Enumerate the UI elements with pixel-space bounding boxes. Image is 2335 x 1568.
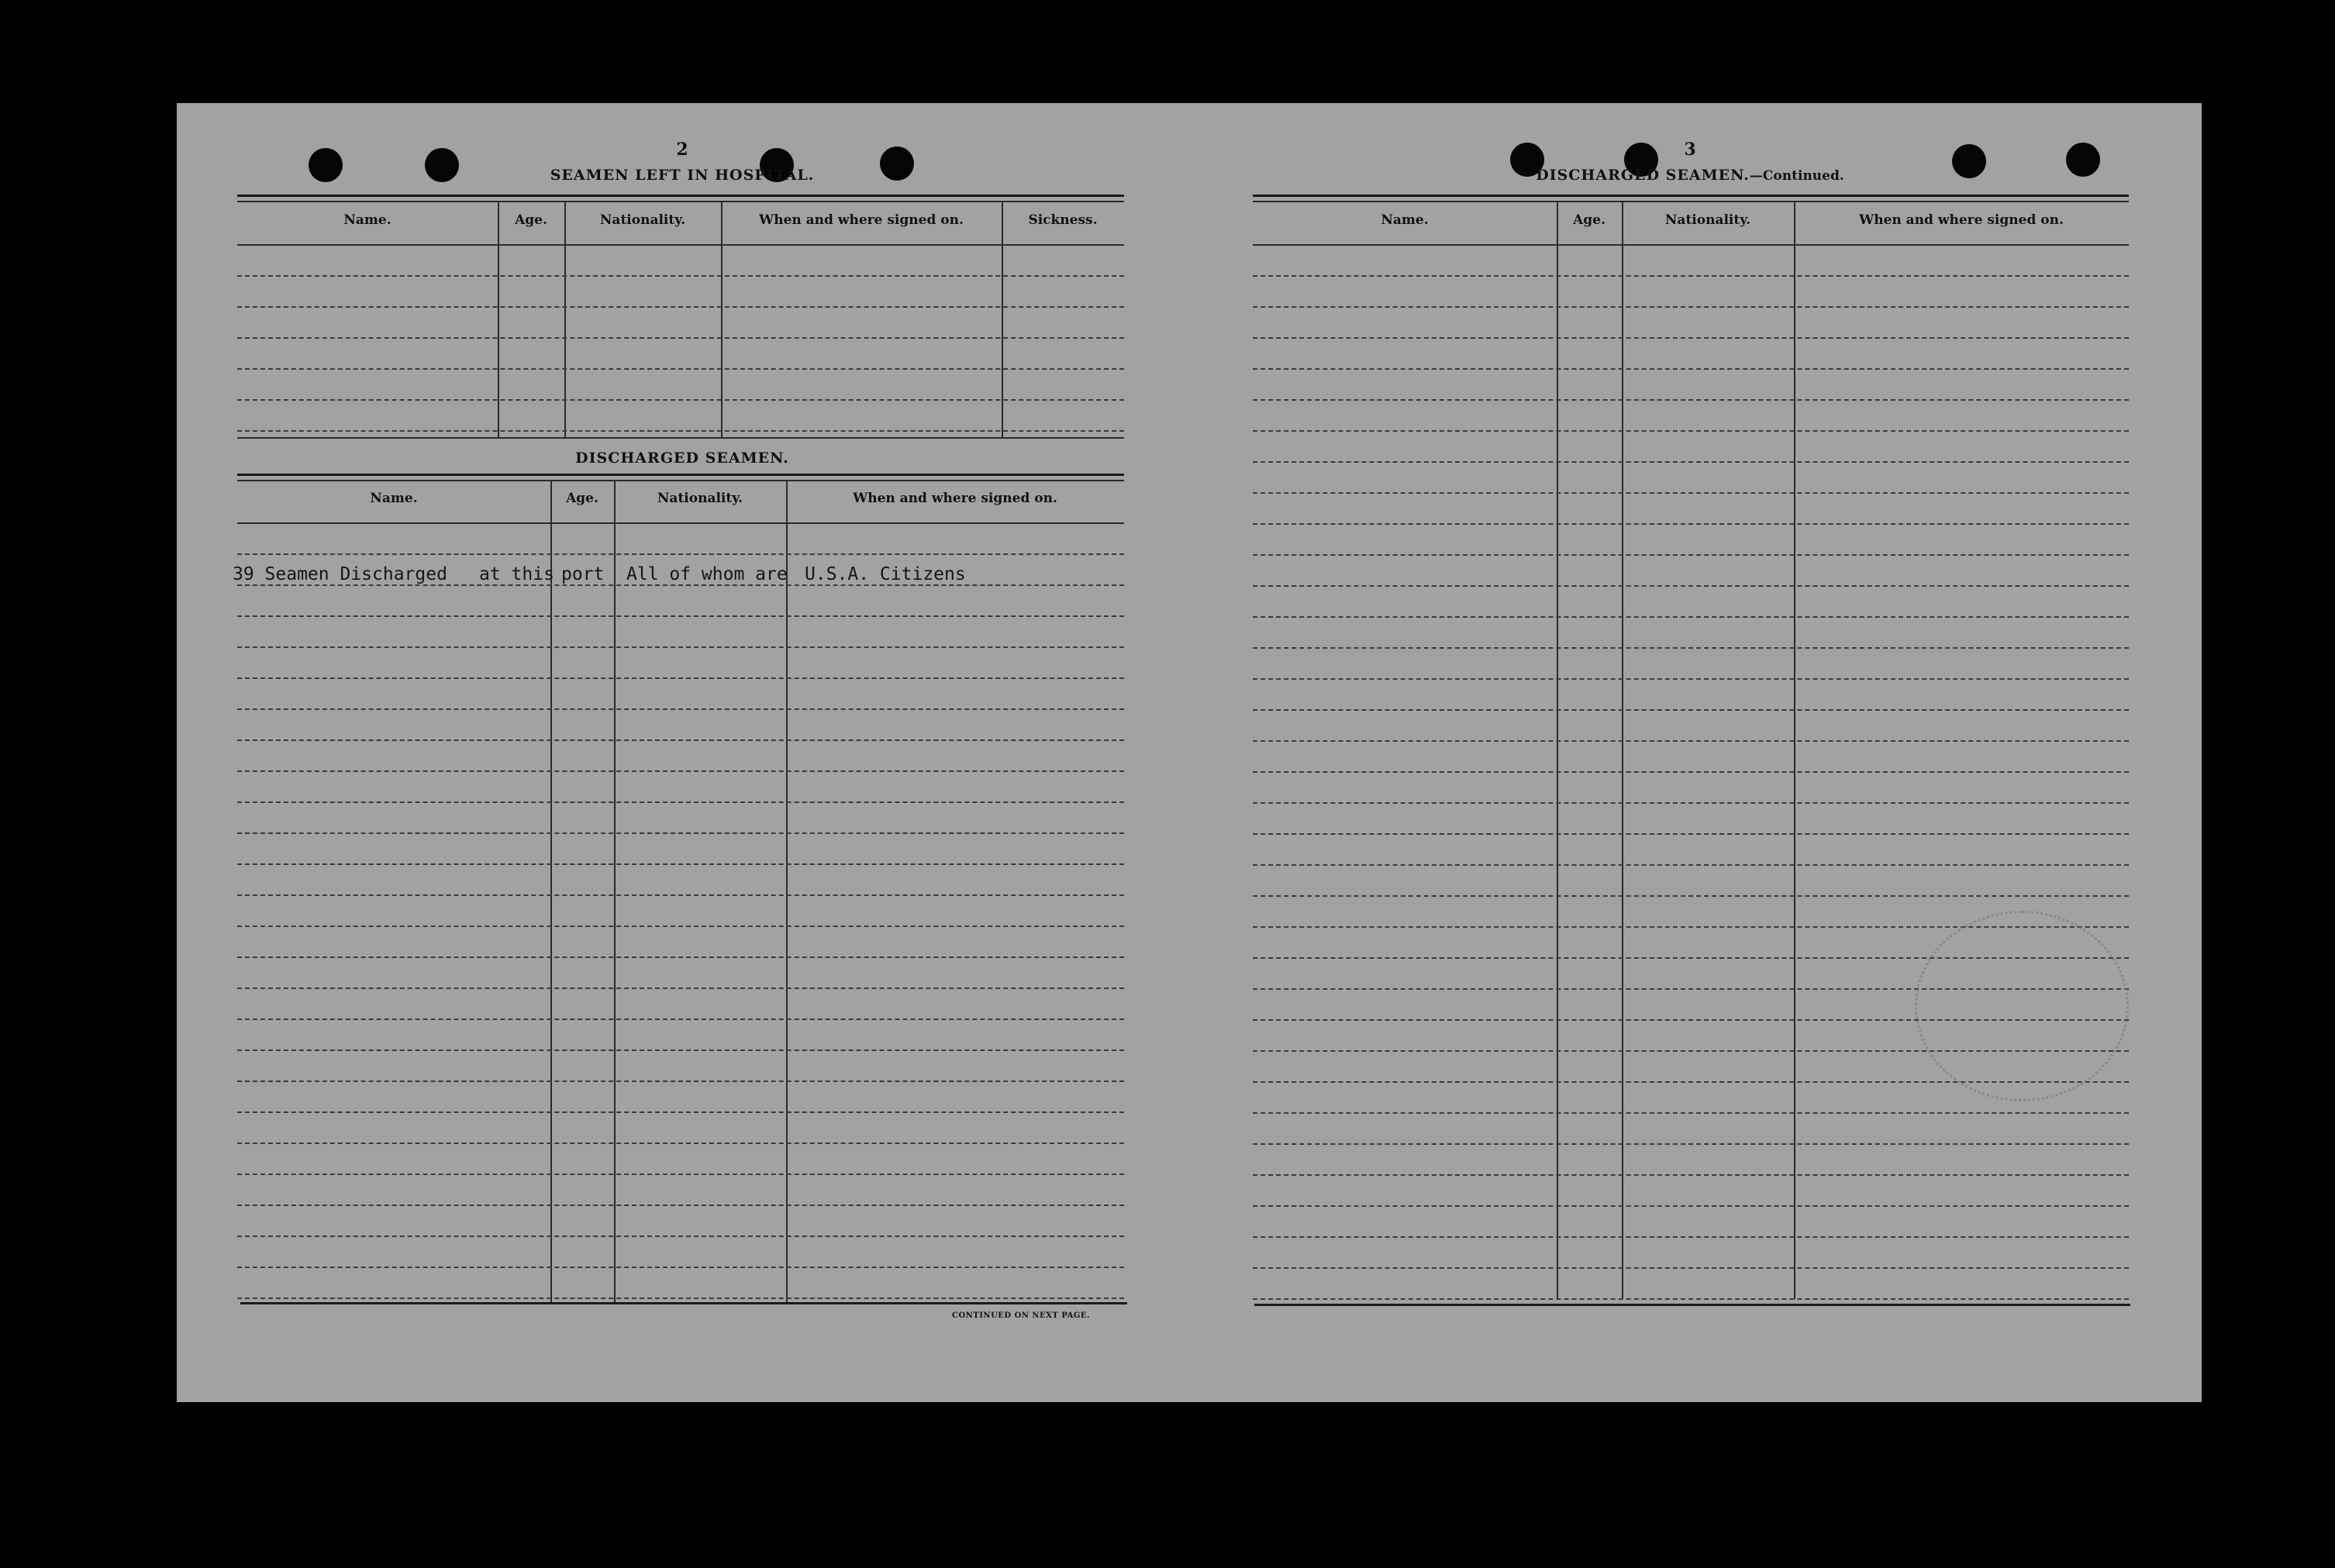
- ruled-line: [237, 430, 1124, 432]
- discharged-col-name: Name.: [370, 491, 418, 506]
- ruled-line: [237, 553, 1124, 555]
- ruled-line: [1253, 616, 2129, 618]
- ruled-line: [237, 1297, 1124, 1299]
- discharged-section-title: DISCHARGED SEAMEN.: [575, 450, 789, 467]
- ruled-line: [1253, 1236, 2129, 1238]
- ruled-line: [1253, 554, 2129, 556]
- hospital-col-signed-on: When and where signed on.: [759, 212, 964, 228]
- ruled-line: [1253, 585, 2129, 587]
- hospital-top-rule: [237, 195, 1124, 197]
- ruled-line: [237, 1266, 1124, 1268]
- binder-hole: [425, 148, 459, 182]
- ruled-line: [1253, 740, 2129, 742]
- ruled-line: [1253, 709, 2129, 711]
- hospital-col-age: Age.: [515, 212, 547, 228]
- ruled-line: [237, 1018, 1124, 1020]
- ledger-sheet: [177, 103, 2202, 1402]
- ruled-line: [1253, 802, 2129, 804]
- entry-name: 39 Seamen Discharged: [233, 564, 447, 584]
- discharged-col-nationality: Nationality.: [657, 491, 743, 506]
- binder-hole: [1952, 144, 1986, 178]
- right-title-suffix: —Continued.: [1749, 168, 1844, 184]
- ruled-line: [237, 1235, 1124, 1237]
- right-col-divider: [1557, 201, 1558, 1299]
- hospital-col-sickness: Sickness.: [1028, 212, 1098, 228]
- ruled-line: [1253, 461, 2129, 463]
- right-top-rule-thin: [1253, 201, 2129, 202]
- right-col-nationality: Nationality.: [1664, 212, 1751, 228]
- right-bottom-rule: [1254, 1304, 2130, 1306]
- ruled-line: [1253, 430, 2129, 432]
- right-col-divider: [1622, 201, 1623, 1299]
- faded-port-stamp: [1915, 911, 2129, 1101]
- hospital-col-nationality: Nationality.: [599, 212, 686, 228]
- discharged-top-rule-thin: [237, 480, 1124, 481]
- ruled-line: [1253, 678, 2129, 680]
- entry-name-continued: at this: [479, 564, 554, 584]
- ruled-line: [237, 1049, 1124, 1051]
- right-col-age: Age.: [1573, 212, 1606, 228]
- hospital-col-divider: [498, 201, 499, 437]
- ruled-line: [237, 1111, 1124, 1113]
- ruled-line: [1253, 337, 2129, 339]
- ruled-line: [1253, 647, 2129, 649]
- ruled-line: [237, 894, 1124, 896]
- ruled-line: [237, 708, 1124, 710]
- discharged-col-age: Age.: [566, 491, 598, 506]
- entry-age: port: [561, 564, 605, 584]
- hospital-col-divider: [1002, 201, 1003, 437]
- ruled-line: [1253, 1143, 2129, 1145]
- hospital-top-rule-thin: [237, 201, 1124, 202]
- entry-nationality: All of whom are: [626, 564, 788, 584]
- binder-hole: [880, 146, 914, 181]
- discharged-top-rule: [237, 474, 1124, 476]
- hospital-section-title: SEAMEN LEFT IN HOSPITAL.: [550, 167, 815, 184]
- right-top-rule: [1253, 195, 2129, 197]
- ruled-line: [237, 987, 1124, 989]
- hospital-col-name: Name.: [343, 212, 391, 228]
- binder-hole: [309, 148, 343, 182]
- ruled-line: [1253, 771, 2129, 773]
- ruled-line: [237, 1080, 1124, 1082]
- ruled-line: [1253, 1112, 2129, 1114]
- right-col-signed-on: When and where signed on.: [1859, 212, 2064, 228]
- page-number-left: 2: [676, 140, 688, 160]
- right-header-rule: [1253, 244, 2129, 246]
- ruled-line: [237, 925, 1124, 927]
- discharged-col-divider: [786, 480, 788, 1302]
- right-title-text: DISCHARGED SEAMEN.: [1536, 167, 1750, 184]
- ruled-line: [1253, 895, 2129, 897]
- ruled-line: [1253, 523, 2129, 525]
- ruled-line: [237, 677, 1124, 679]
- ruled-line: [237, 337, 1124, 339]
- ruled-line: [1253, 275, 2129, 277]
- discharged-col-divider: [550, 480, 552, 1302]
- hospital-col-divider: [564, 201, 566, 437]
- right-section-title: [1457, 167, 1923, 184]
- discharged-col-signed-on: When and where signed on.: [853, 491, 1057, 506]
- hospital-bottom-rule: [237, 437, 1124, 439]
- continued-footer: CONTINUED ON NEXT PAGE.: [952, 1311, 1091, 1320]
- ruled-line: [1253, 864, 2129, 866]
- ruled-line: [1253, 1174, 2129, 1176]
- ruled-line: [1253, 368, 2129, 370]
- ruled-line: [237, 1204, 1124, 1206]
- ruled-line: [237, 306, 1124, 308]
- discharged-col-divider: [614, 480, 616, 1302]
- ruled-line: [237, 739, 1124, 741]
- ruled-line: [237, 1173, 1124, 1175]
- discharged-bottom-rule: [240, 1302, 1127, 1304]
- ruled-line: [1253, 833, 2129, 835]
- entry-signed-on: U.S.A. Citizens: [805, 564, 966, 584]
- ruled-line: [1253, 1205, 2129, 1207]
- ruled-line: [237, 368, 1124, 370]
- ruled-line: [237, 801, 1124, 803]
- hospital-header-rule: [237, 244, 1124, 246]
- right-col-divider: [1794, 201, 1795, 1299]
- ruled-line: [237, 275, 1124, 277]
- ruled-line: [237, 584, 1124, 586]
- ruled-line: [1253, 1298, 2129, 1300]
- right-col-name: Name.: [1381, 212, 1429, 228]
- ruled-line: [1253, 1267, 2129, 1269]
- ruled-line: [237, 646, 1124, 648]
- ruled-line: [237, 956, 1124, 958]
- ruled-line: [1253, 399, 2129, 401]
- ruled-line: [237, 832, 1124, 834]
- ruled-line: [237, 399, 1124, 401]
- ruled-line: [237, 1142, 1124, 1144]
- binder-hole: [2066, 143, 2100, 177]
- ruled-line: [237, 863, 1124, 865]
- ruled-line: [237, 615, 1124, 617]
- hospital-col-divider: [721, 201, 723, 437]
- ruled-line: [1253, 306, 2129, 308]
- ruled-line: [237, 770, 1124, 772]
- ruled-line: [1253, 492, 2129, 494]
- page-number-right: 3: [1684, 140, 1696, 160]
- discharged-header-rule: [237, 522, 1124, 524]
